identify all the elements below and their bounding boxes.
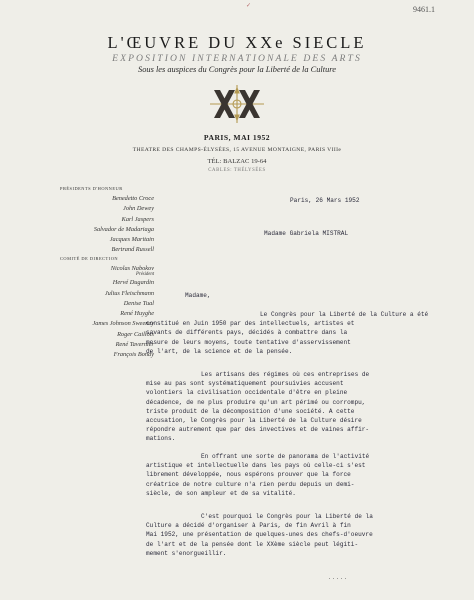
president-name: Jacques Maritain xyxy=(109,236,154,244)
president-name: Benedetto Croce xyxy=(112,195,154,202)
paragraph-line: mations. xyxy=(146,435,176,443)
committee-member-name: Denise Tual xyxy=(123,299,154,307)
letter-date: Paris, 26 Mars 1952 xyxy=(290,197,360,204)
paragraph-line: Mai 1952, une présentation de quelques-unes des chefs-d'oeuvre xyxy=(146,531,373,539)
paragraph-line: mesure de leurs moyens, toute tentative d'asservissement xyxy=(146,338,351,346)
paragraph-line: mement s'enorgueillir. xyxy=(146,549,227,557)
paragraph-line: En offrant une sorte de panorama de l'activité xyxy=(201,453,370,460)
paragraph-line: de l'art, de la science et de la pensée. xyxy=(146,347,293,355)
presidents-heading: PRÉSIDENTS D'HONNEUR xyxy=(60,186,123,191)
committee-member-name: James Johnson Sweeney xyxy=(92,320,154,328)
paragraph-line: mise au pas sont systématiquement poursuivies accusent xyxy=(146,380,344,388)
letter-paragraph xyxy=(146,370,448,444)
paragraph-line: constitué en Juin 1950 par des intellectuels, artistes et xyxy=(146,320,355,328)
paragraph-line: siècle, de son ampleur et de sa vitalité. xyxy=(146,489,296,497)
paragraph-line: décadence, de ne plus produire qu'un art périmé ou corrompu, xyxy=(146,398,366,406)
xx-emblem-logo xyxy=(208,84,266,124)
president-name: Karl Jaspers xyxy=(121,215,154,223)
letter-recipient: Madame Gabriela MISTRAL xyxy=(264,230,349,237)
committee-member-name: René Huyghe xyxy=(120,310,154,318)
paragraph-line: volontiers la civilisation occidentale d'être en pleine xyxy=(146,389,348,397)
paragraph-line: Les artisans des régimes où ces entreprises de xyxy=(201,371,370,378)
letter-paragraph xyxy=(146,452,448,498)
committee-member-name: Nicolas Nabokov xyxy=(110,265,154,272)
paragraph-line: triste produit de la décomposition d'une société. A cette xyxy=(146,407,355,415)
paragraph-line: de l'art et de la pensée dont le XXème siècle peut légiti- xyxy=(146,540,359,548)
letterhead-telephone: TÉL: BALZAC 19-64 xyxy=(207,158,267,165)
committee-member-name: Hervé Dugardin xyxy=(112,279,154,287)
letter-salutation: Madame, xyxy=(185,292,211,299)
paragraph-line: créatrice de notre culture n'a rien perdu depuis un demi- xyxy=(146,480,355,488)
letter-paragraph xyxy=(146,310,448,356)
letterhead-auspices: Sous les auspices du Congrès pour la Liberté de la Culture xyxy=(138,65,336,74)
committee-member-name: Roger Caillois xyxy=(117,330,154,338)
paragraph-line: accusation, le Congrès pour la Liberté de la Culture désire xyxy=(146,417,362,425)
president-name: Bertrand Russell xyxy=(111,246,154,254)
letterhead-exposition: EXPOSITION INTERNATIONALE DES ARTS xyxy=(112,53,362,64)
committee-list xyxy=(44,264,154,361)
committee-member-name: François Bondy xyxy=(113,351,154,359)
archive-reference-number: 9461.1 xyxy=(413,5,435,14)
presidents-list xyxy=(44,194,154,256)
paragraph-line: C'est pourquoi le Congrès pour la Liberté de la xyxy=(201,513,373,520)
handwritten-check-mark: ✓ xyxy=(246,3,252,9)
letterhead-title: L'ŒUVRE DU XXe SIECLE xyxy=(107,33,367,52)
letterhead-city-date: PARIS, MAI 1952 xyxy=(203,133,271,142)
paragraph-line: savants de différents pays, décidés à combattre dans la xyxy=(146,329,348,337)
committee-member-role: Président xyxy=(136,272,154,278)
continuation-dots: ..... xyxy=(328,575,349,581)
president-name: Salvador de Madariaga xyxy=(93,225,154,233)
paragraph-line: Le Congrès pour la Liberté de la Culture a été xyxy=(260,311,429,318)
committee-member-name: Julius Fleischmann xyxy=(104,289,154,297)
paragraph-line: Culture a décidé d'organiser à Paris, de fin Avril à fin xyxy=(146,522,351,530)
paragraph-line: librement développée, nous espérons prouver que la force xyxy=(146,471,351,479)
committee-member-name: René Tavernier xyxy=(115,341,154,349)
committee-heading: COMITÉ DE DIRECTION xyxy=(60,256,119,261)
president-name: John Dewey xyxy=(123,205,154,213)
letterhead-address: THEATRE DES CHAMPS-ÉLYSÉES, 15 AVENUE MONTAIGNE, PARIS VIIIe xyxy=(132,147,342,153)
paragraph-line: répondre autrement que par des invectives et de vaines affir- xyxy=(146,426,370,434)
paragraph-line: artistique et intellectuelle dans les pays où celle-ci s'est xyxy=(146,462,366,470)
letterhead-cables: CABLES: THÉLYSÉES xyxy=(208,168,266,173)
letter-paragraph xyxy=(146,512,448,558)
